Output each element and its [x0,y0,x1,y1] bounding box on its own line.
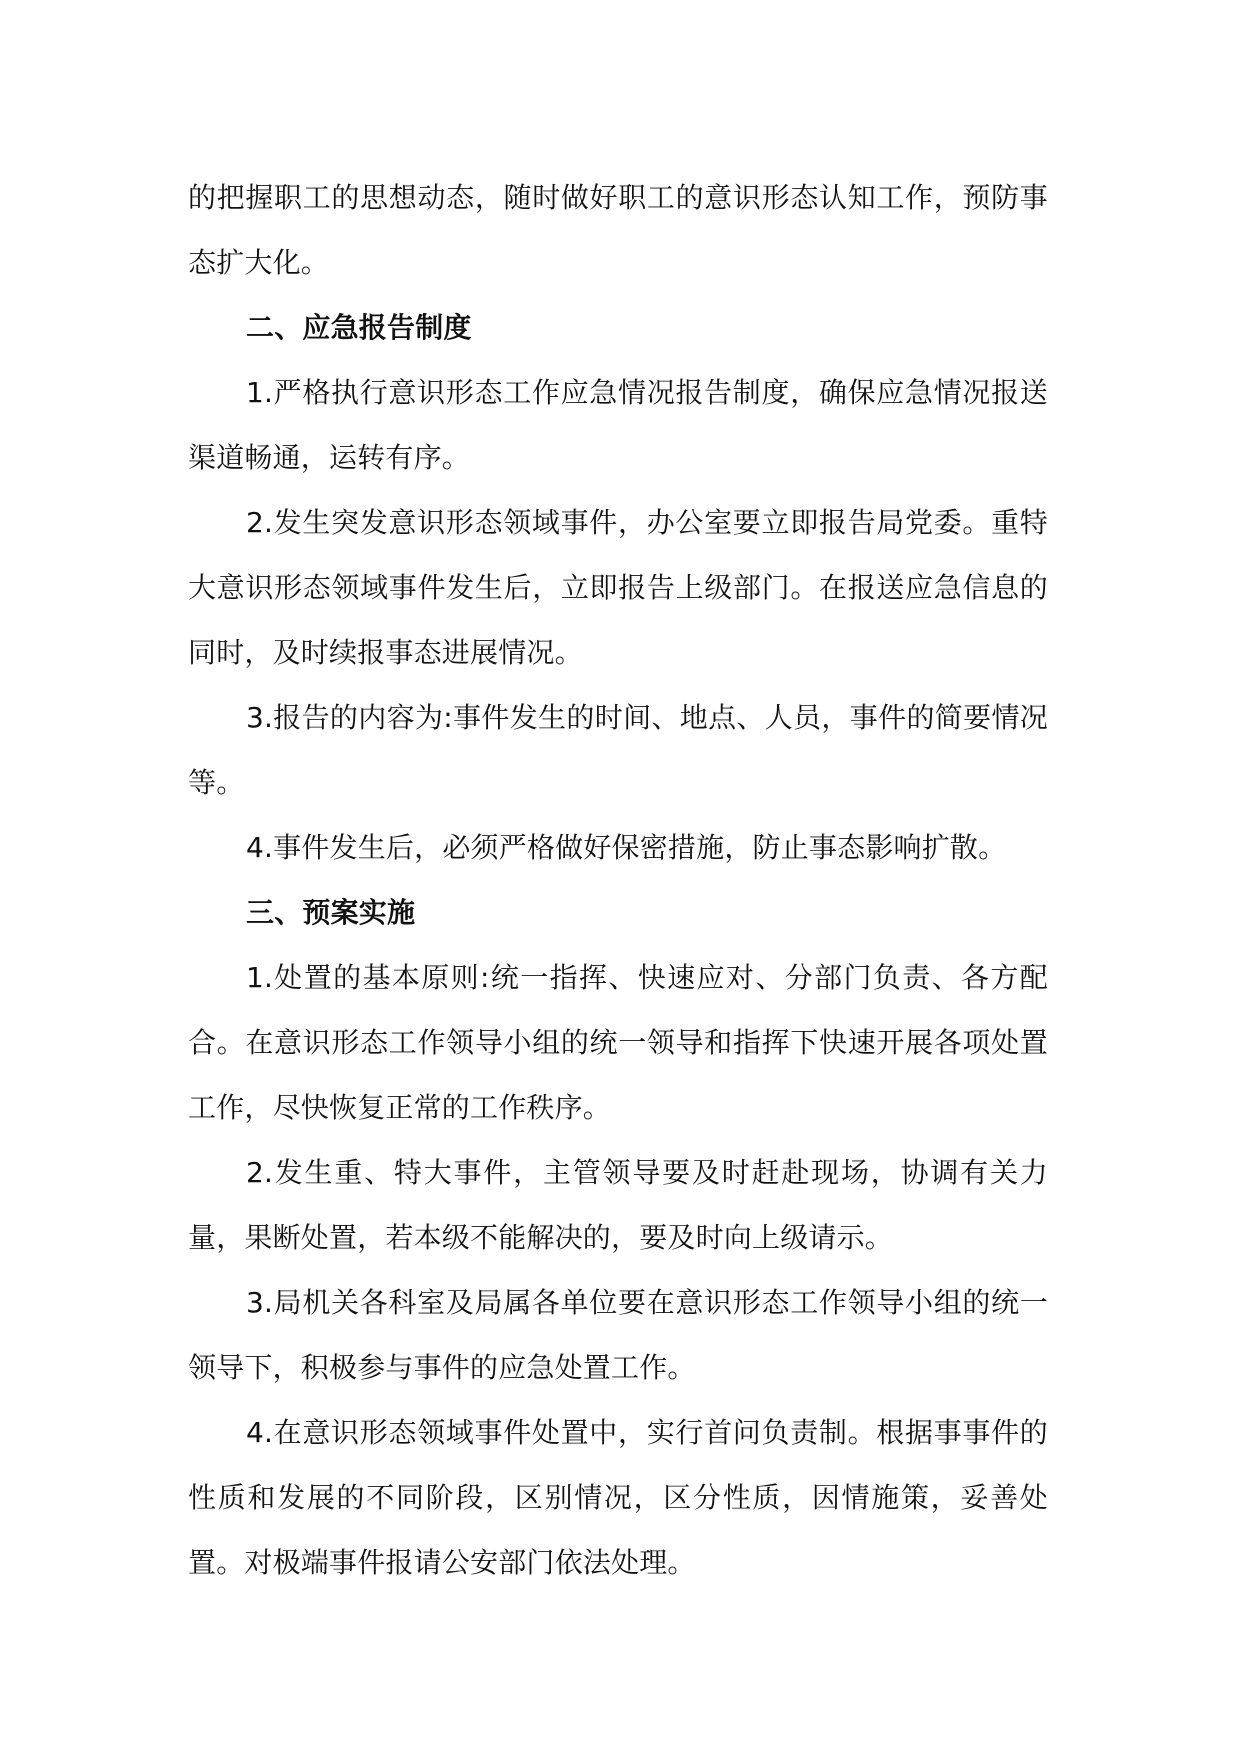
paragraph-plan-1: 1.处置的基本原则:统一指挥、快速应对、分部门负责、各方配合。在意识形态工作领导小组的统一领导和指挥下快速开展各项处置工作，尽快恢复正常的工作秩序。 [188,961,1048,1124]
paragraph-report-4: 4.事件发生后，必须严格做好保密措施，防止事态影响扩散。 [246,831,1007,864]
section-heading-emergency-report: 二、应急报告制度 [246,311,472,344]
section-heading-plan-implementation: 三、预案实施 [246,896,416,929]
paragraph-report-2: 2.发生突发意识形态领域事件，办公室要立即报告局党委。重特大意识形态领域事件发生后，立即报告上级部门。在报送应急信息的同时，及时续报事态进展情况。 [188,506,1048,669]
paragraph-report-3: 3.报告的内容为:事件发生的时间、地点、人员，事件的简要情况等。 [188,701,1048,799]
paragraph-plan-4: 4.在意识形态领域事件处置中，实行首问负责制。根据事事件的性质和发展的不同阶段，区别情况，区分性质，因情施策，妥善处置。对极端事件报请公安部门依法处理。 [188,1416,1048,1579]
paragraph-plan-3: 3.局机关各科室及局属各单位要在意识形态工作领导小组的统一领导下，积极参与事件的应急处置工作。 [188,1286,1048,1384]
document-body [188,165,1048,1595]
paragraph-report-1: 1.严格执行意识形态工作应急情况报告制度，确保应急情况报送渠道畅通，运转有序。 [188,376,1048,474]
paragraph-continuation: 的把握职工的思想动态，随时做好职工的意识形态认知工作，预防事态扩大化。 [188,181,1048,279]
paragraph-plan-2: 2.发生重、特大事件，主管领导要及时赶赴现场，协调有关力量，果断处置，若本级不能解决的，要及时向上级请示。 [188,1156,1048,1254]
